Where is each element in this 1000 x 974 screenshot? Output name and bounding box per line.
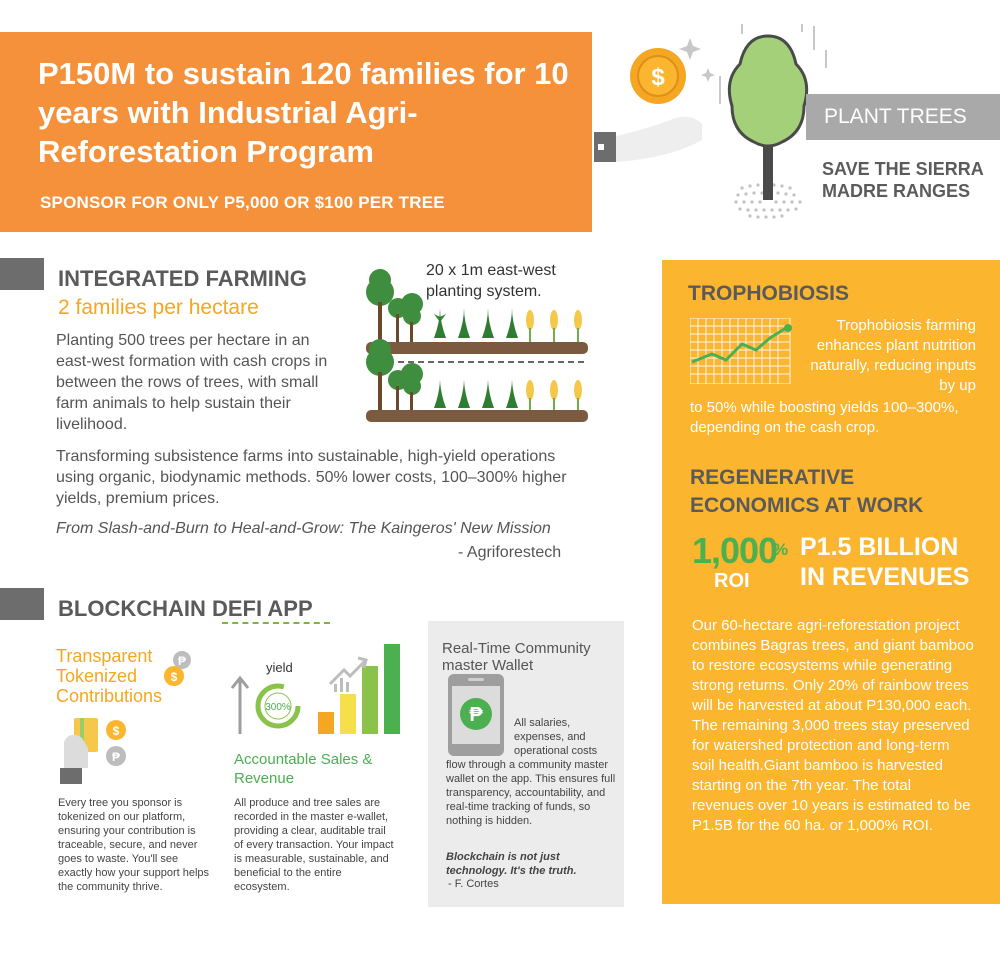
- transformation-description: Transforming subsistence farms into sustainable, high-yield operations using organic, biodynamic methods. 50% lower costs, 100–300% higher yields, premium prices.: [56, 448, 567, 507]
- roi-percent: %: [773, 540, 789, 559]
- tokenized-description: Every tree you sponsor is tokenized on our platform, ensuring your contribution is traceable, secure, and never goes to waste. You'll see exactly how your support helps the community thrive.: [58, 797, 210, 893]
- svg-text:$: $: [112, 724, 120, 738]
- tokenized-title: Transparent Tokenized Contributions: [56, 646, 163, 706]
- arrow-up-icon: [232, 678, 248, 734]
- integrated-farming-title: INTEGRATED FARMING: [58, 266, 307, 291]
- section-marker: [0, 588, 44, 620]
- token-hand-illustration: [60, 646, 200, 786]
- hand-icon: [616, 117, 702, 162]
- wheat-row-icon: [526, 310, 582, 330]
- wallet-description-side: All salaries, expenses, and operational costs: [514, 717, 598, 757]
- plant-trees-banner: PLANT TREES: [806, 94, 1000, 140]
- svg-text:₱: ₱: [177, 654, 187, 668]
- hero-banner: [0, 32, 592, 232]
- crop-row-icon: [434, 307, 518, 342]
- phone-wallet-icon: [446, 672, 508, 758]
- save-sierra-madre-text: SAVE THE SIERRA MADRE RANGES: [822, 159, 984, 201]
- yield-label: yield: [266, 660, 293, 675]
- coin-icon: [630, 48, 686, 104]
- sleeve-icon: [594, 132, 616, 162]
- blockchain-title: BLOCKCHAIN DEFI APP: [58, 596, 313, 621]
- coin-icon: [106, 746, 126, 766]
- hero-title: P150M to sustain 120 families for 10 years with Industrial Agri-Reforestation Program: [38, 56, 569, 169]
- bar-icon: [318, 712, 334, 734]
- roi-number: 1,000: [692, 530, 778, 571]
- yield-chart-illustration: [230, 640, 402, 740]
- kaingeros-quote: From Slash-and-Burn to Heal-and-Grow: The Kaingeros' New Mission: [56, 520, 551, 537]
- accountable-title: Accountable Sales & Revenue: [234, 751, 373, 787]
- roi-label: ROI: [714, 570, 750, 592]
- svg-text:$: $: [170, 670, 178, 684]
- section-marker: [0, 258, 44, 290]
- soil-row: [366, 342, 588, 354]
- coin-icon: [164, 666, 184, 686]
- tree-icon: [729, 36, 806, 200]
- hero-subtitle: SPONSOR FOR ONLY P5,000 OR $100 PER TREE: [40, 193, 445, 212]
- trophobiosis-text-side: Trophobiosis farming enhances plant nutrition naturally, reducing inputs by up: [810, 317, 976, 394]
- regenerative-title: REGENERATIVE ECONOMICS AT WORK: [690, 466, 924, 517]
- growth-icon: [330, 658, 366, 684]
- tree-icon: [366, 269, 423, 342]
- svg-text:$: $: [651, 64, 665, 91]
- svg-text:₱: ₱: [469, 704, 483, 726]
- trophobiosis-title: TROPHOBIOSIS: [688, 282, 850, 305]
- revenue-label: P1.5 BILLION IN REVENUES: [800, 533, 970, 591]
- wallet-description: flow through a community master wallet on the app. This ensures full transparency, accountability, and real-time tracking of funds, so nothing is hidden.: [446, 759, 616, 827]
- trophobiosis-text: to 50% while boosting yields 100–300%, depending on the cash crop.: [690, 399, 959, 436]
- project-description: Our 60-hectare agri-reforestation project combines Bagras trees, and giant bamboo to restore ecosystems while generating strong returns. Only 20% of rainbow trees will be harvested at about P130,000 each. The remaining 3,000 trees stay preserved for watershed protection and long-term soil health.Giant bamboo is harvested starting on the 7th year. The total revenues over 10 years is estimated to be P1.5B for the 60 ha. or 1,000% ROI.: [692, 617, 974, 834]
- integrated-farming-subtitle: 2 families per hectare: [58, 296, 259, 319]
- coin-icon: [106, 720, 126, 740]
- integrated-farming-description: Planting 500 trees per hectare in an east-west formation with cash crops in between the rows of trees, with small farm animals to help sustain their livelihood.: [56, 332, 328, 433]
- accountable-description: All produce and tree sales are recorded in the master e-wallet, providing a clear, auditable trail of every transaction. Your impact is measurable, sustainable, and beneficial to the entire ecosystem.: [234, 797, 394, 893]
- blockchain-quote: Blockchain is not just technology. It's the truth.: [446, 851, 577, 877]
- yield-badge: 300%: [265, 702, 291, 713]
- blockchain-quote-author: - F. Cortes: [448, 878, 499, 890]
- title-underline: [222, 622, 330, 624]
- wallet-title: Real-Time Community master Wallet: [442, 640, 591, 674]
- quote-author: - Agriforestech: [458, 544, 562, 561]
- planting-system-caption: 20 x 1m east-west planting system.: [426, 262, 556, 300]
- svg-text:₱: ₱: [111, 750, 121, 764]
- growth-chart-icon: [690, 318, 800, 384]
